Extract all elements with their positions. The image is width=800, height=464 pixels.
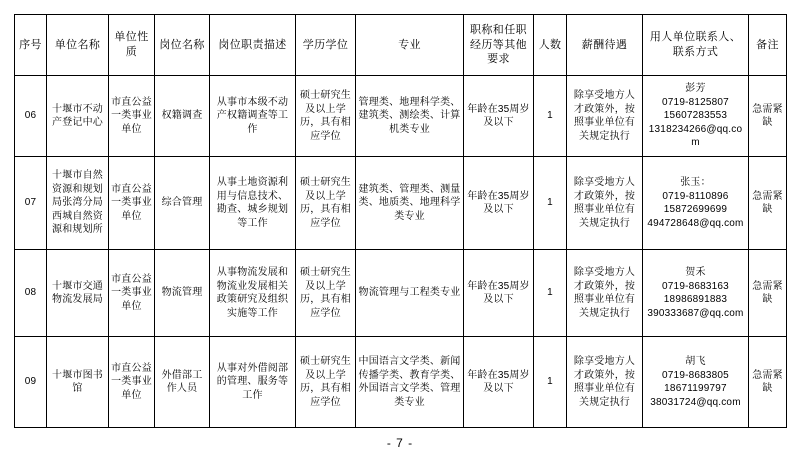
cell-seq: 08: [15, 250, 47, 337]
cell-seq: 09: [15, 337, 47, 428]
cell-other-requirements: 年龄在35周岁及以下: [464, 76, 534, 157]
recruitment-table: [14, 14, 787, 428]
table-row: [15, 76, 787, 157]
cell-education: 硕士研究生及以上学历，具有相应学位: [296, 76, 356, 157]
header-remark: 备注: [749, 15, 787, 76]
contact-email: 390333687@qq.com: [647, 307, 744, 319]
contact-mobile: 15872699699: [663, 204, 728, 215]
cell-salary: 除享受地方人才政策外，按照事业单位有关规定执行: [567, 157, 643, 250]
cell-remark: 急需紧缺: [749, 157, 787, 250]
cell-major: 建筑类、管理类、测量类、地质类、地理科学类专业: [356, 157, 464, 250]
contact-name: 张玉：: [680, 177, 711, 188]
header-other-requirements: 职称和任职经历等其他要求: [464, 15, 534, 76]
contact-mobile: 18671199797: [664, 383, 727, 394]
cell-unit-nature: 市直公益一类事业单位: [109, 250, 155, 337]
contact-email: 38031724@qq.com: [650, 396, 741, 408]
header-post-name: 岗位名称: [155, 15, 210, 76]
cell-seq: 06: [15, 76, 47, 157]
recruitment-table-container: [14, 14, 786, 428]
cell-major: 物流管理与工程类专业: [356, 250, 464, 337]
table-header-row: [15, 15, 787, 76]
cell-education: 硕士研究生及以上学历，具有相应学位: [296, 250, 356, 337]
header-contact: 用人单位联系人、联系方式: [643, 15, 749, 76]
cell-post-name: 物流管理: [155, 250, 210, 337]
cell-unit-nature: 市直公益一类事业单位: [109, 157, 155, 250]
page-number: - 7 -: [386, 436, 414, 450]
cell-contact: [643, 157, 749, 250]
cell-remark: 急需紧缺: [749, 250, 787, 337]
cell-duty-description: 从事对外借阅部的管理、服务等工作: [210, 337, 296, 428]
cell-count: 1: [534, 250, 567, 337]
contact-phone: 0719-8125807: [662, 96, 729, 108]
header-major: 专业: [356, 15, 464, 76]
cell-major: 中国语言文学类、新闻传播学类、教育学类、外国语言文学类、管理类专业: [356, 337, 464, 428]
cell-unit-name: 十堰市不动产登记中心: [47, 76, 109, 157]
contact-mobile: 15607283553: [663, 110, 728, 122]
cell-count: 1: [534, 76, 567, 157]
cell-remark: 急需紧缺: [749, 337, 787, 428]
cell-duty-description: 从事物流发展和物流业发展相关政策研究及组织实施等工作: [210, 250, 296, 337]
cell-unit-name: 十堰市交通物流发展局: [47, 250, 109, 337]
cell-seq: 07: [15, 157, 47, 250]
contact-name: 贺禾: [685, 267, 706, 278]
table-row: [15, 157, 787, 250]
header-unit-nature: 单位性质: [109, 15, 155, 76]
contact-phone: 0719-8683163: [662, 280, 729, 292]
cell-education: 硕士研究生及以上学历，具有相应学位: [296, 157, 356, 250]
contact-phone: 0719-8110896: [662, 190, 729, 202]
cell-post-name: 综合管理: [155, 157, 210, 250]
header-duty-description: 岗位职责描述: [210, 15, 296, 76]
header-seq: 序号: [15, 15, 47, 76]
contact-name: 彭芳: [685, 83, 706, 95]
cell-count: 1: [534, 157, 567, 250]
cell-unit-nature: 市直公益一类事业单位: [109, 76, 155, 157]
cell-salary: 除享受地方人才政策外，按照事业单位有关规定执行: [567, 337, 643, 428]
cell-salary: 除享受地方人才政策外，按照事业单位有关规定执行: [567, 250, 643, 337]
contact-name: 胡飞: [685, 356, 706, 367]
cell-post-name: 权籍调查: [155, 76, 210, 157]
table-row: [15, 337, 787, 428]
header-unit-name: 单位名称: [47, 15, 109, 76]
cell-contact: [643, 250, 749, 337]
cell-contact: [643, 337, 749, 428]
table-row: [15, 250, 787, 337]
cell-other-requirements: 年龄在35周岁及以下: [464, 337, 534, 428]
cell-remark: 急需紧缺: [749, 76, 787, 157]
header-education: 学历学位: [296, 15, 356, 76]
contact-email: 1318234266@qq.com: [648, 123, 743, 149]
cell-duty-description: 从事土地资源利用与信息技术、勘查、城乡规划等工作: [210, 157, 296, 250]
cell-salary: 除享受地方人才政策外，按照事业单位有关规定执行: [567, 76, 643, 157]
cell-other-requirements: 年龄在35周岁及以下: [464, 157, 534, 250]
contact-email: 494728648@qq.com: [647, 217, 744, 229]
contact-phone: 0719-8683805: [662, 369, 729, 381]
cell-other-requirements: 年龄在35周岁及以下: [464, 250, 534, 337]
cell-major: 管理类、地理科学类、建筑类、测绘类、计算机类专业: [356, 76, 464, 157]
cell-duty-description: 从事市本级不动产权籍调查等工作: [210, 76, 296, 157]
cell-unit-name: 十堰市图书馆: [47, 337, 109, 428]
cell-contact: [643, 76, 749, 157]
cell-unit-name: 十堰市自然资源和规划局张湾分局西城自然资源和规划所: [47, 157, 109, 250]
contact-mobile: 18986891883: [663, 294, 728, 305]
cell-unit-nature: 市直公益一类事业单位: [109, 337, 155, 428]
header-salary: 薪酬待遇: [567, 15, 643, 76]
cell-post-name: 外借部工作人员: [155, 337, 210, 428]
cell-education: 硕士研究生及以上学历，具有相应学位: [296, 337, 356, 428]
header-count: 人数: [534, 15, 567, 76]
cell-count: 1: [534, 337, 567, 428]
